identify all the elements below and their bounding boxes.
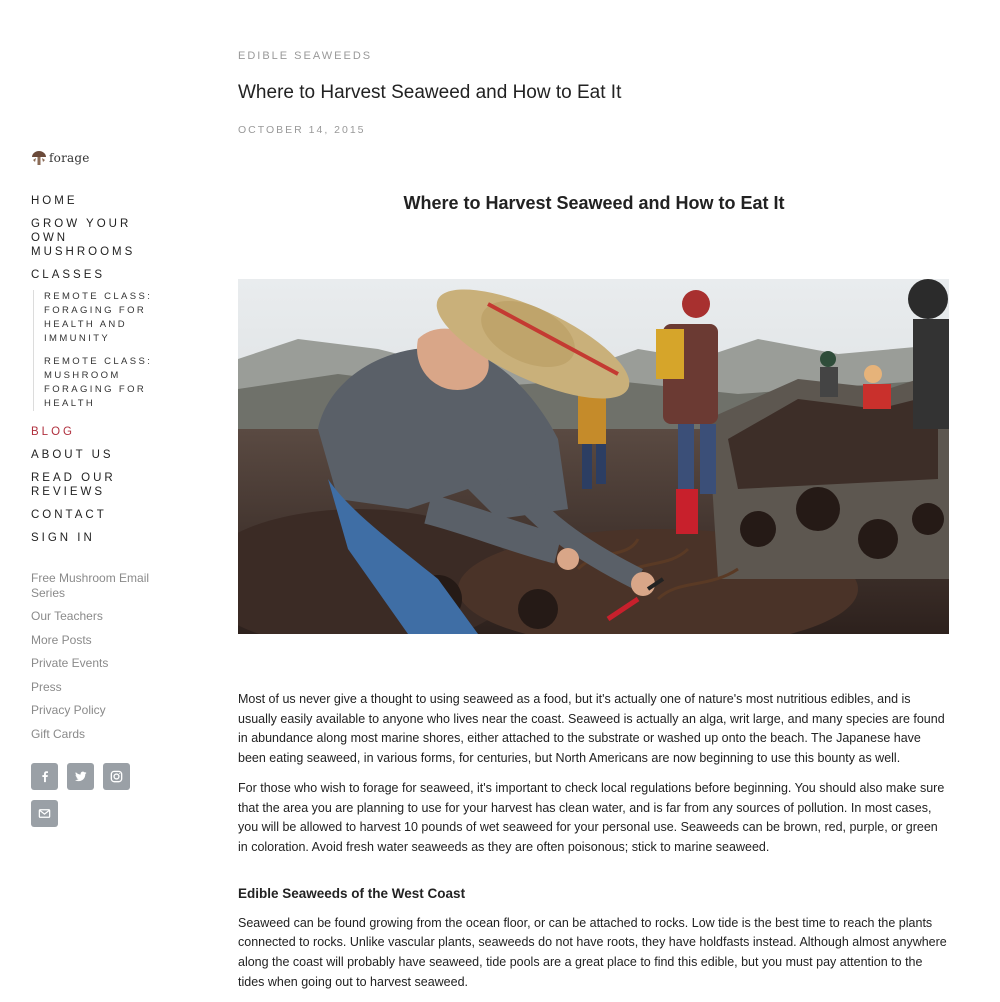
- hero-image: [238, 279, 949, 634]
- email-button[interactable]: [31, 800, 58, 827]
- nav-item-sign-in[interactable]: SIGN IN: [31, 532, 95, 544]
- nav-item-about-us[interactable]: ABOUT US: [31, 449, 114, 461]
- facebook-button[interactable]: [31, 763, 58, 790]
- post-category[interactable]: EDIBLE SEAWEEDS: [238, 50, 373, 62]
- nav-item-blog[interactable]: BLOG: [31, 426, 75, 438]
- nav-item-home[interactable]: HOME: [31, 195, 78, 207]
- subnav-item-foraging-health-immunity[interactable]: REMOTE CLASS: FORAGING FOR HEALTH AND IMMUNITY: [44, 291, 153, 344]
- main-nav: [31, 194, 191, 282]
- nav-item-classes[interactable]: CLASSES: [31, 269, 106, 281]
- article-paragraph: Seaweed can be found growing from the ocean floor, or can be attached to rocks. Low tide is the best time to reach the plants connected to rocks. Unlike vascular plants, seaweeds do not have roots, they have holdfasts instead. Although almost anywhere along the coast will probably have seaweed, tide pools are a great place to find this edible, but you must pay attention to the tides when going out to harvest seaweed.: [238, 915, 947, 989]
- main-nav-continued: [31, 425, 191, 545]
- link-free-mushroom-email-series[interactable]: Free Mushroom Email Series: [31, 571, 150, 600]
- email-icon: [37, 806, 52, 821]
- article-heading: Where to Harvest Seaweed and How to Eat It: [403, 193, 785, 213]
- link-press[interactable]: Press: [31, 679, 62, 694]
- post-date: OCTOBER 14, 2015: [238, 124, 366, 136]
- article-paragraph: For those who wish to forage for seaweed, it's important to check local regulations before beginning. You should also make sure that the area you are planning to use for your harvest has clean water, and is far from any sources of pollution. In most cases, you will be allowed to harvest 10 pounds of wet seaweed for your personal use. Seaweeds can be brown, red, purple, or green in coloration. Avoid fresh water seaweeds as they are often poisonous; stick to marine seaweed.: [238, 780, 945, 854]
- link-private-events[interactable]: Private Events: [31, 656, 109, 670]
- logo-text: forage: [49, 151, 90, 165]
- link-privacy-policy[interactable]: Privacy Policy: [31, 703, 106, 717]
- link-more-posts[interactable]: More Posts: [31, 632, 92, 647]
- social-links: [31, 763, 141, 837]
- nav-item-read-our-reviews[interactable]: READ OUR REVIEWS: [31, 472, 116, 498]
- nav-item-contact[interactable]: CONTACT: [31, 509, 107, 521]
- link-our-teachers[interactable]: Our Teachers: [31, 609, 103, 623]
- twitter-button[interactable]: [67, 763, 94, 790]
- link-gift-cards[interactable]: Gift Cards: [31, 726, 86, 741]
- seaweed-harvest-photo: [238, 279, 949, 634]
- article-paragraph: Most of us never give a thought to using seaweed as a food, but it's actually one of nature's most nutritious edibles, and is usually easily available to anyone who lives near the coast. Seaweed is actually an alga, writ large, and many species are found in abundance along most marine shores, either attached to the substrate or washed up onto the beach. The Japanese have been eating seaweed, in various forms, for centuries, but North Americans are now beginning to use this bounty as well.: [238, 692, 945, 766]
- twitter-icon: [73, 769, 88, 784]
- secondary-links: [31, 571, 191, 741]
- mushroom-logo-icon: [31, 149, 47, 167]
- nav-item-grow-your-own-mushrooms[interactable]: GROW YOUR OWN MUSHROOMS: [31, 218, 136, 258]
- subnav-item-mushroom-foraging-health[interactable]: REMOTE CLASS: MUSHROOM FORAGING FOR HEALTH: [44, 356, 153, 409]
- classes-subnav: [33, 290, 191, 411]
- sidebar: [31, 148, 191, 837]
- instagram-icon: [109, 769, 124, 784]
- post-title[interactable]: Where to Harvest Seaweed and How to Eat It: [238, 82, 622, 103]
- article-body: [238, 690, 950, 1002]
- article-subheading: Edible Seaweeds of the West Coast: [238, 885, 466, 901]
- facebook-icon: [37, 769, 52, 784]
- instagram-button[interactable]: [103, 763, 130, 790]
- site-logo[interactable]: [31, 148, 191, 168]
